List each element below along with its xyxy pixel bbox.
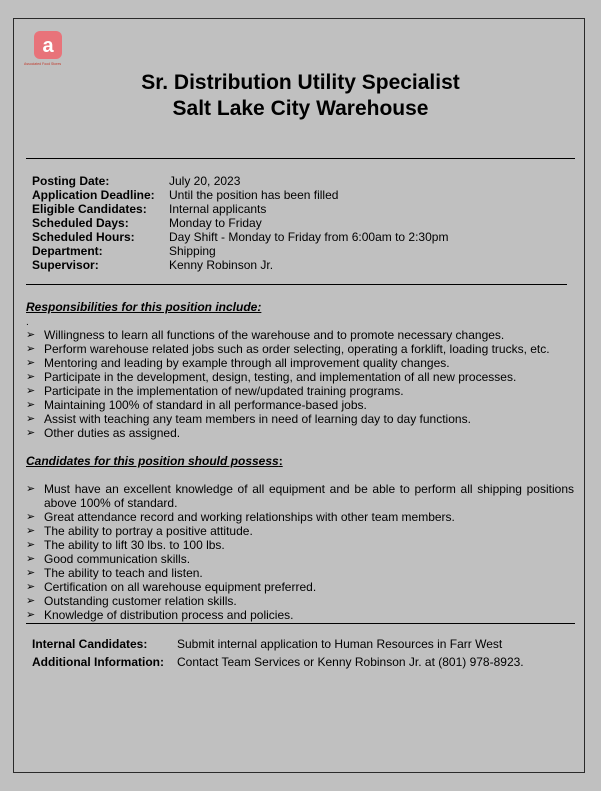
arrow-bullet-icon: ➢ bbox=[26, 539, 36, 551]
job-details bbox=[32, 174, 448, 272]
detail-row-value: Shipping bbox=[169, 244, 216, 258]
footer-row-label: Internal Candidates: bbox=[32, 637, 148, 651]
qualification-item: ➢ Certification on all warehouse equipment preferred. bbox=[26, 580, 317, 594]
arrow-bullet-icon: ➢ bbox=[26, 427, 36, 439]
detail-row-label: Scheduled Days: bbox=[32, 216, 129, 230]
detail-row-label: Scheduled Hours: bbox=[32, 230, 135, 244]
responsibilities-list bbox=[26, 328, 574, 440]
qualification-item: ➢ The ability to teach and listen. bbox=[26, 566, 203, 580]
detail-row bbox=[32, 258, 448, 272]
arrow-bullet-icon: ➢ bbox=[26, 567, 36, 579]
detail-row-label: Posting Date: bbox=[32, 174, 110, 188]
divider-top bbox=[26, 158, 575, 159]
detail-row bbox=[32, 244, 448, 258]
page-title bbox=[0, 70, 601, 122]
divider-details bbox=[26, 284, 567, 285]
arrow-bullet-icon: ➢ bbox=[26, 385, 36, 397]
svg-text:a: a bbox=[42, 35, 54, 57]
responsibility-item: ➢ Mentoring and leading by example through all improvement quality changes. bbox=[26, 356, 450, 370]
candidates-heading: Candidates for this position should possess: bbox=[26, 454, 283, 468]
arrow-bullet-icon: ➢ bbox=[26, 511, 36, 523]
arrow-bullet-icon: ➢ bbox=[26, 343, 36, 355]
qualification-item: ➢ Must have an excellent knowledge of all equipment and be able to perform all shipping positions above 100% of standard. bbox=[26, 482, 574, 510]
footer-row-value: Submit internal application to Human Resources in Farr West bbox=[177, 637, 503, 651]
detail-row-value: Monday to Friday bbox=[169, 216, 262, 230]
detail-row bbox=[32, 202, 448, 216]
arrow-bullet-icon: ➢ bbox=[26, 371, 36, 383]
detail-row bbox=[32, 174, 448, 188]
arrow-bullet-icon: ➢ bbox=[26, 399, 36, 411]
job-title: Sr. Distribution Utility Specialist bbox=[141, 71, 460, 94]
detail-row-value: July 20, 2023 bbox=[169, 174, 241, 188]
footer-row bbox=[32, 635, 524, 653]
company-logo bbox=[34, 31, 62, 59]
logo-caption: Associated Food Stores bbox=[24, 62, 62, 66]
detail-row-label: Application Deadline: bbox=[32, 188, 155, 202]
detail-row-value: Until the position has been filled bbox=[169, 188, 339, 202]
footer-row-value: Contact Team Services or Kenny Robinson Jr. at (801) 978-8923. bbox=[177, 655, 524, 669]
detail-row bbox=[32, 188, 448, 202]
arrow-bullet-icon: ➢ bbox=[26, 357, 36, 369]
job-location: Salt Lake City Warehouse bbox=[172, 97, 429, 120]
footer-row bbox=[32, 653, 524, 671]
detail-row-label: Supervisor: bbox=[32, 258, 99, 272]
qualification-item: ➢ Outstanding customer relation skills. bbox=[26, 594, 237, 608]
responsibility-item: ➢ Assist with teaching any team members in need of learning day to day functions. bbox=[26, 412, 471, 426]
arrow-bullet-icon: ➢ bbox=[26, 413, 36, 425]
arrow-bullet-icon: ➢ bbox=[26, 595, 36, 607]
responsibility-item: ➢ Maintaining 100% of standard in all performance-based jobs. bbox=[26, 398, 367, 412]
qualification-item: ➢ Knowledge of distribution process and policies. bbox=[26, 608, 294, 622]
detail-row-value: Day Shift - Monday to Friday from 6:00am to 2:30pm bbox=[169, 230, 449, 244]
arrow-bullet-icon: ➢ bbox=[26, 553, 36, 565]
responsibility-item: ➢ Participate in the implementation of new/updated training programs. bbox=[26, 384, 404, 398]
arrow-bullet-icon: ➢ bbox=[26, 525, 36, 537]
qualification-item: ➢ Great attendance record and working relationships with other team members. bbox=[26, 510, 455, 524]
stray-dot: . bbox=[26, 317, 29, 328]
detail-row-value: Internal applicants bbox=[169, 202, 267, 216]
arrow-bullet-icon: ➢ bbox=[26, 609, 36, 621]
footer-info bbox=[32, 635, 524, 671]
qualification-item: ➢ The ability to portray a positive attitude. bbox=[26, 524, 253, 538]
responsibility-item: ➢ Willingness to learn all functions of the warehouse and to promote necessary changes. bbox=[26, 328, 505, 342]
footer-row-label: Additional Information: bbox=[32, 655, 164, 669]
detail-row-value: Kenny Robinson Jr. bbox=[169, 258, 274, 272]
arrow-bullet-icon: ➢ bbox=[26, 483, 36, 495]
qualification-item: ➢ The ability to lift 30 lbs. to 100 lbs. bbox=[26, 538, 225, 552]
detail-row-label: Eligible Candidates: bbox=[32, 202, 147, 216]
divider-bottom bbox=[26, 623, 575, 624]
responsibility-item: ➢ Perform warehouse related jobs such as order selecting, operating a forklift, loading trucks, etc. bbox=[26, 342, 550, 356]
qualification-item: ➢ Good communication skills. bbox=[26, 552, 191, 566]
candidates-list bbox=[26, 482, 574, 622]
detail-row bbox=[32, 230, 448, 244]
arrow-bullet-icon: ➢ bbox=[26, 581, 36, 593]
arrow-bullet-icon: ➢ bbox=[26, 329, 36, 341]
responsibility-item: ➢ Other duties as assigned. bbox=[26, 426, 181, 440]
responsibility-item: ➢ Participate in the development, design, testing, and implementation of all new processes. bbox=[26, 370, 517, 384]
responsibilities-heading: Responsibilities for this position include: bbox=[26, 300, 262, 314]
detail-row-label: Department: bbox=[32, 244, 103, 258]
detail-row bbox=[32, 216, 448, 230]
